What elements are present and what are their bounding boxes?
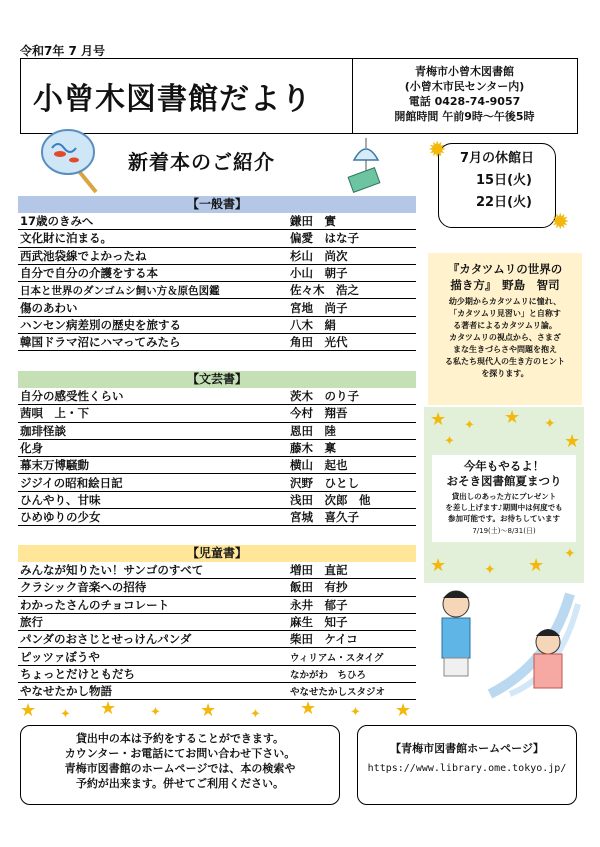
book-row <box>18 388 416 405</box>
book-row <box>18 213 416 230</box>
newsletter-title: 小曾木図書館だより <box>33 82 312 117</box>
star-icon: ★ <box>300 698 317 719</box>
book-row <box>18 474 416 491</box>
featured-book-title: 描き方』 野島 智司 <box>450 278 560 292</box>
summer-festival-period: 7/19(土)～8/31(日) <box>472 527 536 535</box>
book-author: 横山 起也 <box>290 458 348 473</box>
summer-festival-heading: 今年もやるよ！ <box>463 459 545 473</box>
book-row <box>18 648 416 665</box>
description-line: る著者によるカタツムリ論。 <box>453 321 557 330</box>
book-title: ひんやり、甘味 <box>20 492 101 507</box>
book-title: ハンセン病差別の歴史を旅する <box>20 317 181 332</box>
book-title: ジジイの昭和絵日記 <box>20 475 123 490</box>
book-author: 増田 直記 <box>290 563 348 578</box>
library-phone: 電話 0428-74-9057 <box>408 95 521 108</box>
book-title: ピッツァぼうや <box>20 649 100 664</box>
book-row <box>18 230 416 247</box>
book-title: 珈琲怪談 <box>20 423 66 438</box>
description-line: カタツムリの視点から、さまざ <box>449 333 561 342</box>
new-books-heading: 新着本のご紹介 <box>128 150 275 174</box>
star-icon: ✦ <box>464 418 475 433</box>
book-row <box>18 579 416 596</box>
book-author: 飯田 有抄 <box>290 580 348 595</box>
newsletter-title-box <box>20 58 353 134</box>
issue-date: 令和7年 7 月号 <box>20 44 106 58</box>
book-list-general <box>18 213 416 351</box>
star-icon: ✦ <box>444 434 455 449</box>
homepage-box <box>357 725 577 805</box>
book-author: 麻生 知子 <box>290 615 348 630</box>
uchiwa-fan-illustration <box>38 126 110 194</box>
book-author: 沢野 ひとし <box>290 475 359 490</box>
book-author: 茨木 のり子 <box>290 389 359 404</box>
book-author: 藤木 稟 <box>290 441 336 456</box>
description-line: る私たち現代人の生き方のヒント <box>445 357 565 366</box>
book-title: みんなが知りたい！サンゴのすべて <box>20 563 204 578</box>
closed-day: 22日(火) <box>476 195 532 210</box>
book-row <box>18 334 416 351</box>
book-title: クラシック音楽への招待 <box>20 580 147 595</box>
closed-days-box <box>438 143 556 228</box>
star-icon: ★ <box>430 555 447 576</box>
book-title: 幕末万博騒動 <box>20 458 89 473</box>
star-border <box>20 700 420 724</box>
star-icon: ✦ <box>60 707 71 722</box>
book-row <box>18 457 416 474</box>
description-line: を差し上げます♪期間中は何度でも <box>445 503 563 512</box>
library-hours: 開館時間 午前9時～午後5時 <box>394 110 535 123</box>
book-title: 西武池袋線でよかったね <box>20 248 147 263</box>
sunflower-icon: ✹ <box>428 138 447 163</box>
book-title: 自分の感受性くらい <box>20 389 124 404</box>
book-row <box>18 248 416 265</box>
book-title: ひめゆりの少女 <box>20 510 101 525</box>
tanabata-illustration <box>430 584 590 702</box>
star-icon: ★ <box>395 700 412 721</box>
summer-festival-notice <box>432 455 576 542</box>
book-title: 茜唄 上・下 <box>20 406 89 421</box>
featured-book-box <box>428 253 582 405</box>
book-title: 傷のあわい <box>20 300 78 315</box>
book-row <box>18 492 416 509</box>
wind-chime-illustration <box>336 138 396 198</box>
reservation-note <box>20 725 340 805</box>
star-icon: ✦ <box>150 705 161 720</box>
book-author: 佐々木 浩之 <box>290 283 359 298</box>
star-icon: ✦ <box>350 705 361 720</box>
book-author: 今村 翔吾 <box>290 406 348 421</box>
library-info <box>352 58 578 134</box>
star-icon: ✦ <box>564 546 576 562</box>
summer-festival-box <box>424 407 584 583</box>
book-author: 小山 朝子 <box>290 266 348 281</box>
book-row <box>18 440 416 457</box>
book-row <box>18 562 416 579</box>
book-row <box>18 597 416 614</box>
book-author: 永井 郁子 <box>290 597 348 612</box>
book-title: 旅行 <box>20 615 43 630</box>
description-line: 幼少期からカタツムリに憧れ、 <box>448 297 562 306</box>
book-author: 恩田 陸 <box>290 423 336 438</box>
book-row <box>18 683 416 700</box>
star-icon: ★ <box>200 700 217 721</box>
book-author: なかがわ ちひろ <box>290 669 367 681</box>
book-author: 宮地 尚子 <box>290 300 348 315</box>
book-row <box>18 631 416 648</box>
star-icon: ★ <box>430 409 447 430</box>
book-author: 柴田 ケイコ <box>290 632 358 647</box>
book-author: 鎌田 實 <box>290 214 336 229</box>
book-author: 宮城 喜久子 <box>290 510 359 525</box>
book-title: 韓国ドラマ沼にハマってみたら <box>20 335 181 350</box>
star-icon: ✦ <box>544 416 556 432</box>
book-author: 杉山 尚次 <box>290 248 348 263</box>
featured-book-description <box>435 296 575 380</box>
book-title: ちょっとだけともだち <box>20 666 135 681</box>
description-line: まな生きづらさや問題を抱え <box>453 345 557 354</box>
star-icon: ★ <box>564 431 581 452</box>
book-title: 化身 <box>20 441 43 456</box>
homepage-link[interactable]: https://www.library.ome.tokyo.jp/ <box>367 763 567 774</box>
closed-days-title: 7月の休館日 <box>459 151 535 166</box>
star-icon: ★ <box>100 698 117 719</box>
library-location: (小曾木市民センター内) <box>404 80 525 93</box>
featured-book-title: 『カタツムリの世界の <box>447 262 563 276</box>
summer-festival-heading: おそき図書館夏まつり <box>446 474 562 488</box>
star-icon: ★ <box>20 700 37 721</box>
book-list-children <box>18 562 416 700</box>
description-line: を探ります。 <box>481 369 529 378</box>
book-author: ウィリアム・スタイグ <box>290 652 384 664</box>
book-title: 日本と世界のダンゴムシ飼い方＆原色図鑑 <box>20 284 220 297</box>
star-icon: ★ <box>504 407 521 428</box>
note-line: 予約が出来ます。併せてご利用ください。 <box>75 777 285 790</box>
closed-day: 15日(火) <box>476 173 532 188</box>
book-row <box>18 423 416 440</box>
book-title: 自分で自分の介護をする本 <box>20 266 158 281</box>
summer-festival-description <box>434 491 574 524</box>
description-line: 参加可能です。お待ちしています <box>448 514 560 523</box>
book-author: 角田 光代 <box>290 335 348 350</box>
section-header-literary: 【文芸書】 <box>18 371 416 388</box>
book-title: わかったさんのチョコレート <box>20 597 170 612</box>
book-title: 文化財に泊まる。 <box>20 231 112 246</box>
homepage-title: 【青梅市図書館ホームページ】 <box>390 742 544 755</box>
book-row <box>18 614 416 631</box>
book-row <box>18 405 416 422</box>
book-row <box>18 299 416 316</box>
library-name: 青梅市小曾木図書館 <box>415 65 514 78</box>
description-line: 貸出しのあった方にプレゼント <box>451 492 557 501</box>
star-icon: ★ <box>528 555 545 576</box>
book-list-literary <box>18 388 416 526</box>
note-line: 貸出中の本は予約をすることができます。 <box>75 732 285 745</box>
book-title: 17歳のきみへ <box>20 214 94 229</box>
note-line: カウンター・お電話にてお問い合わせ下さい。 <box>64 747 296 760</box>
star-icon: ✦ <box>484 562 496 578</box>
book-row <box>18 282 416 299</box>
book-author: やなせたかしスタジオ <box>290 687 386 699</box>
book-author: 浅田 次郎 他 <box>290 492 371 507</box>
book-row <box>18 265 416 282</box>
star-icon: ✦ <box>250 707 261 722</box>
book-row <box>18 666 416 683</box>
note-line: 青梅市図書館のホームページでは、本の検索や <box>64 762 296 775</box>
book-title: やなせたかし物語 <box>20 684 112 699</box>
book-author: 偏愛 はな子 <box>290 231 359 246</box>
book-row <box>18 509 416 526</box>
section-header-general: 【一般書】 <box>18 196 416 213</box>
book-author: 八木 絹 <box>290 317 336 332</box>
book-title: パンダのおさじとせっけんパンダ <box>20 632 192 647</box>
description-line: 「カタツムリ見習い」と自称す <box>449 309 561 318</box>
section-header-children: 【児童書】 <box>18 545 416 562</box>
book-row <box>18 317 416 334</box>
sunflower-icon: ✹ <box>551 210 570 235</box>
